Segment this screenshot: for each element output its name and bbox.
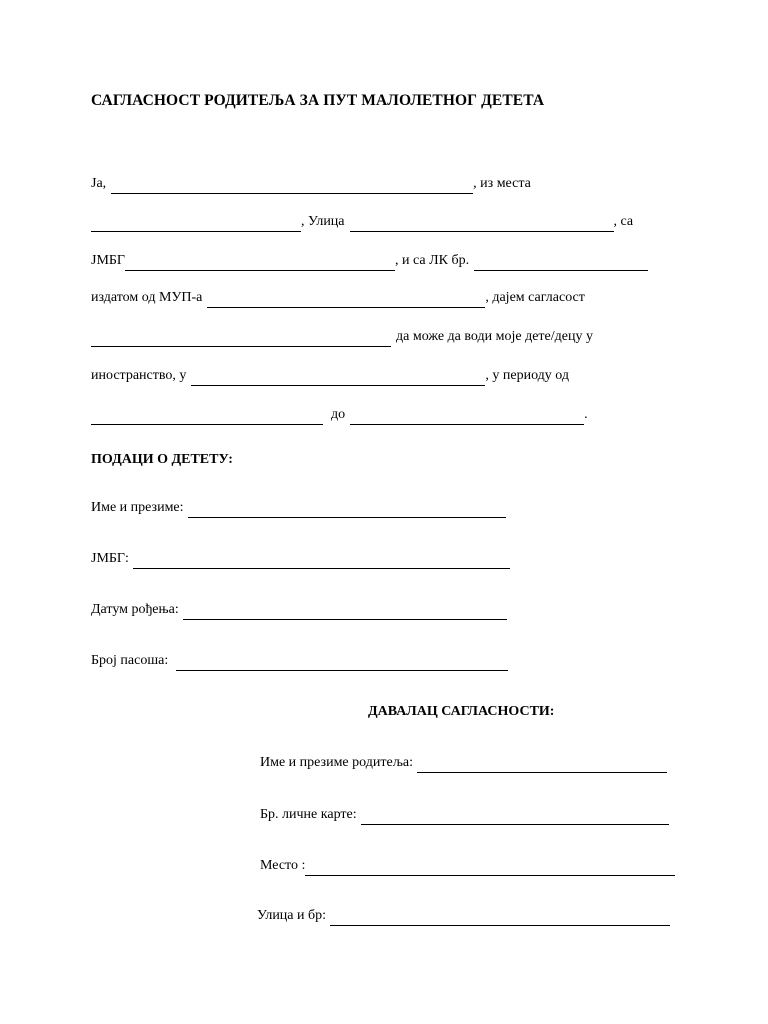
document-title: САГЛАСНОСТ РОДИТЕЉА ЗА ПУТ МАЛОЛЕТНОГ ДЕТЕТА — [91, 92, 545, 109]
paragraph-line-5 — [91, 327, 593, 347]
place-blank[interactable] — [91, 215, 301, 232]
paragraph-line-2 — [91, 212, 633, 232]
text-do: до — [331, 407, 346, 422]
period-to-blank[interactable] — [350, 408, 584, 425]
text-inostranstvo: иностранство, у — [91, 368, 187, 383]
giver-parent-name-blank[interactable] — [417, 756, 667, 773]
destination-blank[interactable] — [191, 369, 485, 386]
text-iz-mesta: , из места — [473, 176, 531, 191]
text-izdatom: издатом од МУП-а — [91, 290, 203, 305]
giver-street-blank[interactable] — [330, 909, 670, 926]
child-passport-label: Број пасоша: — [91, 653, 169, 668]
text-sa: , са — [613, 214, 634, 229]
child-section-heading: ПОДАЦИ О ДЕТЕТУ: — [91, 452, 233, 467]
street-blank[interactable] — [350, 215, 614, 232]
child-name-blank[interactable] — [188, 501, 506, 518]
parent-name-label: Име и презиме родитеља: — [260, 755, 413, 770]
paragraph-line-4 — [91, 288, 585, 308]
text-period-end: . — [584, 407, 588, 422]
child-birthdate-label: Датум рођења: — [91, 602, 179, 617]
child-field-birthdate — [91, 600, 507, 620]
child-field-name — [91, 498, 506, 518]
giver-place-blank[interactable] — [305, 859, 675, 876]
child-birthdate-blank[interactable] — [183, 603, 507, 620]
child-jmbg-label: ЈМБГ: — [91, 551, 129, 566]
paragraph-line-1 — [91, 174, 531, 194]
period-from-blank[interactable] — [91, 408, 323, 425]
companion-name-blank[interactable] — [91, 330, 391, 347]
giver-id-card-blank[interactable] — [361, 808, 669, 825]
text-dajem-saglasnost: , дајем сагласост — [485, 290, 585, 305]
police-dept-blank[interactable] — [207, 291, 485, 308]
place-label: Место : — [260, 858, 306, 873]
text-ulica: , Улица — [301, 214, 345, 229]
id-card-number-blank[interactable] — [474, 254, 648, 271]
text-lk-br: , и са ЛК бр. — [395, 253, 470, 268]
child-name-label: Име и презиме: — [91, 500, 184, 515]
child-field-passport — [91, 651, 508, 671]
id-card-label: Бр. личне карте: — [260, 807, 357, 822]
text-u-periodu-od: , у периоду од — [485, 368, 570, 383]
paragraph-line-3 — [91, 251, 648, 271]
giver-field-place — [260, 856, 675, 876]
paragraph-line-7 — [91, 405, 588, 425]
text-jmbg: ЈМБГ — [91, 253, 126, 268]
giver-field-id-card — [260, 805, 669, 825]
paragraph-line-6 — [91, 366, 569, 386]
street-label: Улица и бр: — [257, 908, 327, 923]
child-jmbg-blank[interactable] — [133, 552, 510, 569]
giver-section-heading: ДАВАЛАЦ САГЛАСНОСТИ: — [368, 704, 555, 719]
giver-field-street — [257, 906, 670, 926]
child-passport-blank[interactable] — [176, 654, 508, 671]
parent-name-blank[interactable] — [111, 177, 473, 194]
text-ja: Ја, — [91, 176, 107, 191]
giver-field-parent-name — [260, 753, 667, 773]
text-moze-da-vodi: да може да води моје дете/децу у — [396, 329, 593, 344]
child-field-jmbg — [91, 549, 510, 569]
parent-jmbg-blank[interactable] — [125, 254, 395, 271]
